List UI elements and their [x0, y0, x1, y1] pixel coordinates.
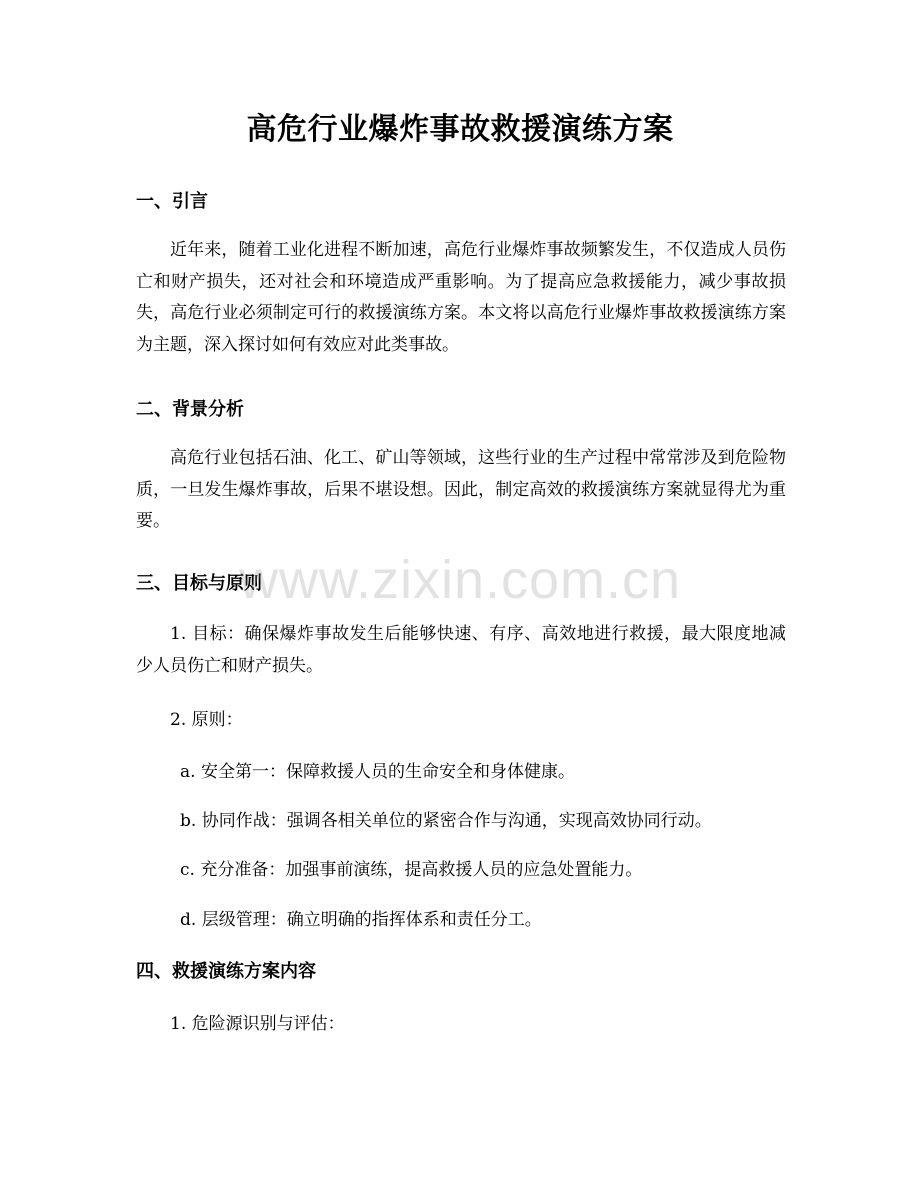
list-item-goal: 1. 目标：确保爆炸事故发生后能够快速、有序、高效地进行救援，最大限度地减少人员伤亡和财产损失。	[136, 624, 786, 676]
sub-item-hierarchy: d. 层级管理：确立明确的指挥体系和责任分工。	[180, 910, 542, 930]
section-paragraph-background: 高危行业包括石油、化工、矿山等领域，这些行业的生产过程中常常涉及到危险物质，一旦发生爆炸事故，后果不堪设想。因此，制定高效的救援演练方案就显得尤为重要。	[136, 448, 786, 531]
section-heading-introduction: 一、引言	[136, 191, 208, 212]
section-heading-plan-content: 四、救援演练方案内容	[136, 961, 316, 982]
sub-item-coordination: b. 协同作战：强调各相关单位的紧密合作与沟通，实现高效协同行动。	[180, 811, 712, 831]
list-item-hazard-identification: 1. 危险源识别与评估：	[170, 1014, 345, 1034]
section-paragraph-introduction: 近年来，随着工业化进程不断加速，高危行业爆炸事故频繁发生，不仅造成人员伤亡和财产损失，还对社会和环境造成严重影响。为了提高应急救援能力，减少事故损失，高危行业必须制定可行的救援演练方案。本文将以高危行业爆炸事故救援演练方案为主题，深入探讨如何有效应对此类事故。	[136, 240, 786, 355]
watermark-text: www.zixin.com.cn	[238, 550, 682, 610]
list-item-principles: 2. 原则：	[170, 710, 243, 730]
section-heading-background: 二、背景分析	[136, 399, 244, 420]
sub-item-safety-first: a. 安全第一：保障救援人员的生命安全和身体健康。	[180, 762, 575, 782]
section-heading-goals-principles: 三、目标与原则	[136, 573, 262, 594]
document-title: 高危行业爆炸事故救援演练方案	[246, 112, 674, 147]
sub-item-preparation: c. 充分准备：加强事前演练，提高救援人员的应急处置能力。	[180, 860, 643, 880]
